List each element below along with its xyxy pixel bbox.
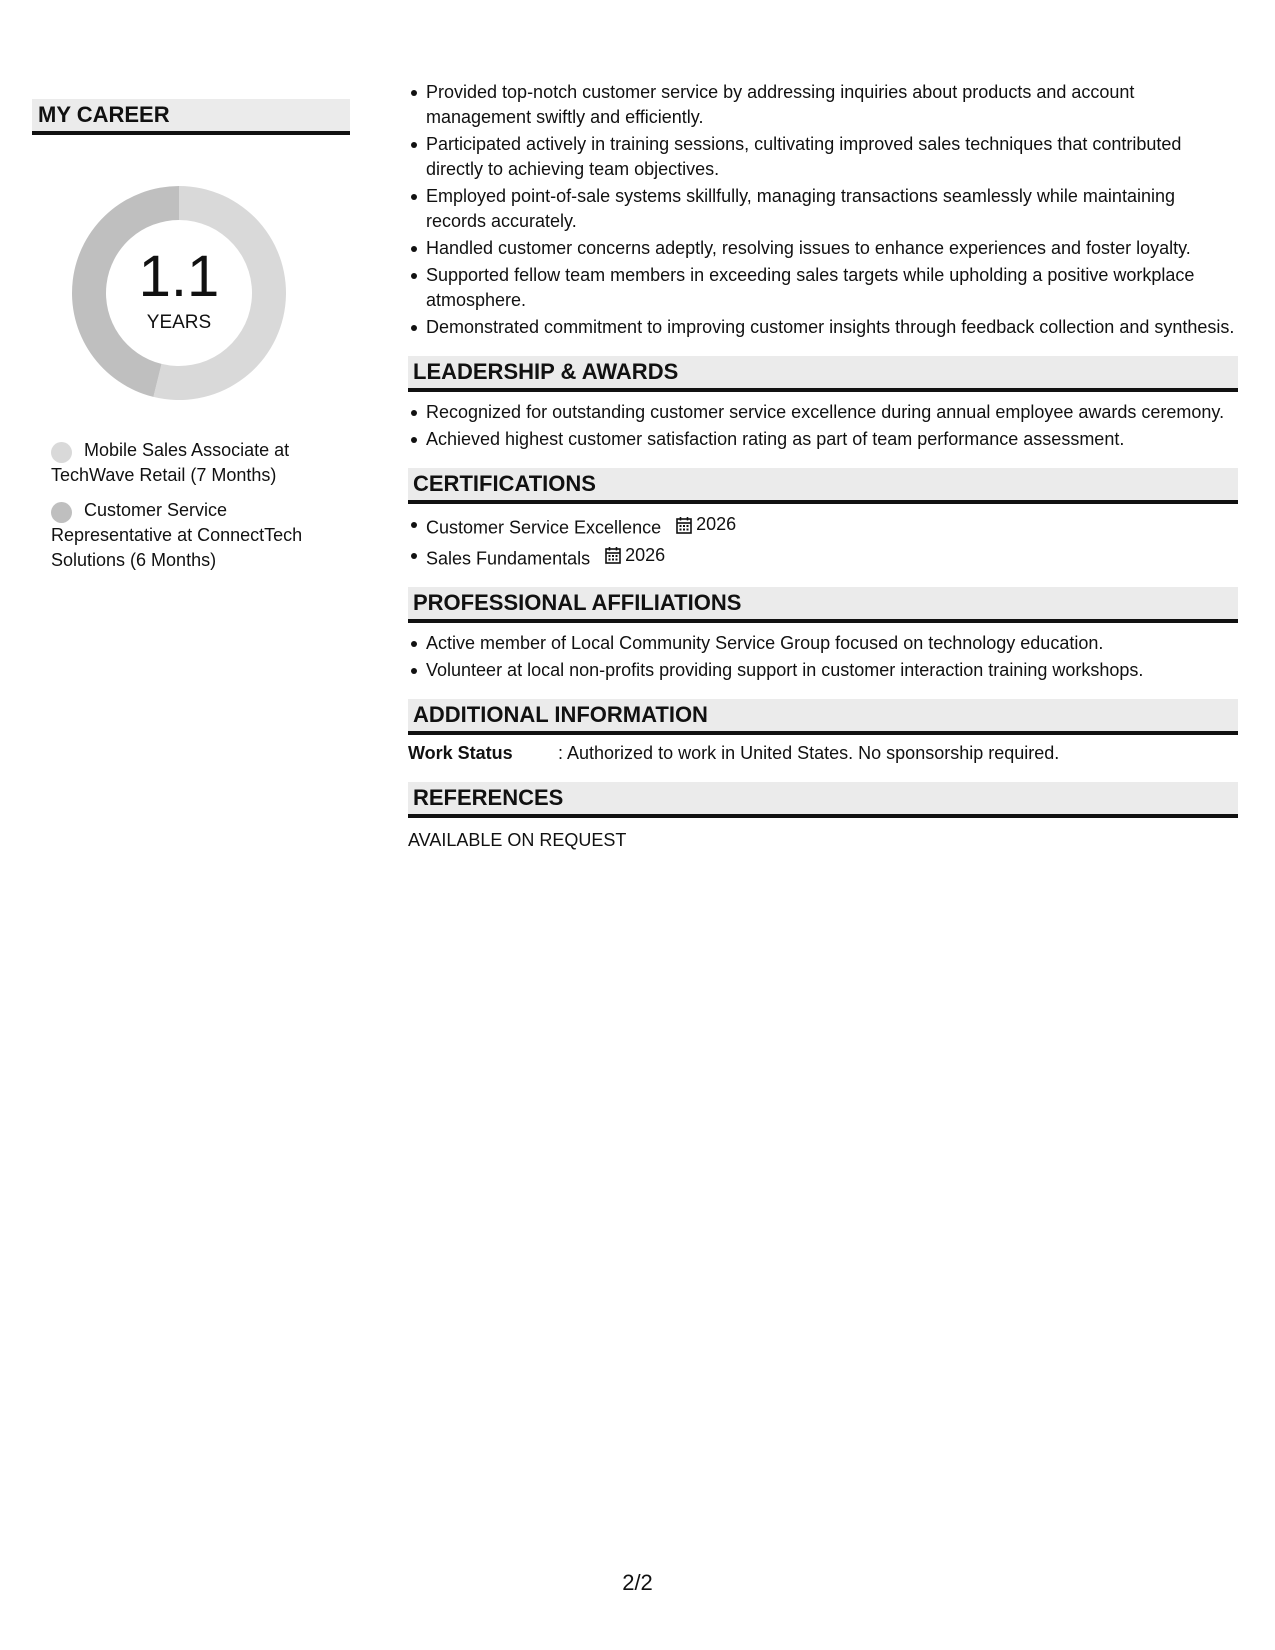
career-item <box>51 438 350 488</box>
total-years-value: 1.1 <box>138 244 220 309</box>
certification-name: Sales Fundamentals <box>426 548 591 568</box>
donut-center <box>64 178 294 408</box>
leadership-item: Recognized for outstanding customer service excellence during annual employee awards ceremony. <box>426 400 1238 425</box>
years-label: YEARS <box>146 312 212 333</box>
experience-bullet: Supported fellow team members in exceeding sales targets while upholding a positive workplace atmosphere. <box>426 263 1238 313</box>
page-number: 2/2 <box>622 1570 653 1595</box>
certification-date <box>605 543 665 568</box>
references-section-title: REFERENCES <box>413 785 564 810</box>
leadership-section-header <box>408 356 1238 392</box>
certifications-section-title: CERTIFICATIONS <box>413 471 596 496</box>
certification-name: Customer Service Excellence <box>426 517 662 538</box>
references-text: AVAILABLE ON REQUEST <box>408 830 627 850</box>
experience-bullets <box>408 80 1238 340</box>
experience-bullet: Provided top-notch customer service by addressing inquiries about products and account management swiftly and efficiently. <box>426 80 1238 130</box>
work-status-value: : Authorized to work in United States. No sponsorship required. <box>558 743 1060 763</box>
right-column <box>408 80 1238 853</box>
additional-info-section-title: ADDITIONAL INFORMATION <box>413 702 708 727</box>
leadership-section <box>408 356 1238 452</box>
certification-item <box>426 512 1238 541</box>
career-section-title: MY CAREER <box>38 102 170 127</box>
career-color-dot <box>51 442 72 463</box>
career-donut-chart <box>64 178 294 408</box>
career-item <box>51 498 350 573</box>
experience-bullet: Demonstrated commitment to improving customer insights through feedback collection and synthesis. <box>426 315 1238 340</box>
additional-info-section <box>408 699 1238 766</box>
career-item-text: Mobile Sales Associate at TechWave Retail (7 Months) <box>51 440 290 485</box>
additional-info-section-header <box>408 699 1238 735</box>
calendar-icon <box>605 546 621 564</box>
experience-bullet: Employed point-of-sale systems skillfully, managing transactions seamlessly while maintaining records accurately. <box>426 184 1238 234</box>
career-list <box>32 438 350 573</box>
leadership-item: Achieved highest customer satisfaction rating as part of team performance assessment. <box>426 427 1238 452</box>
leadership-list <box>408 400 1238 452</box>
certification-year: 2026 <box>696 514 737 534</box>
references-section <box>408 782 1238 853</box>
career-section-header <box>32 99 350 135</box>
calendar-icon <box>676 516 692 534</box>
certification-item <box>426 543 1238 572</box>
certifications-section-header <box>408 468 1238 504</box>
career-color-dot <box>51 502 72 523</box>
work-status-row <box>408 741 1238 766</box>
affiliations-section <box>408 587 1238 683</box>
left-column <box>32 99 350 583</box>
experience-bullet: Participated actively in training sessions, cultivating improved sales techniques that contributed directly to achieving team objectives. <box>426 132 1238 182</box>
career-item-text: Customer Service Representative at ConnectTech Solutions (6 Months) <box>51 500 303 570</box>
certifications-list <box>408 512 1238 571</box>
work-status-label: Work Status <box>408 743 513 763</box>
leadership-section-title: LEADERSHIP & AWARDS <box>413 359 679 384</box>
affiliation-item: Active member of Local Community Service Group focused on technology education. <box>426 631 1238 656</box>
references-section-header <box>408 782 1238 818</box>
affiliation-item: Volunteer at local non-profits providing support in customer interaction training workshops. <box>426 658 1238 683</box>
experience-bullet: Handled customer concerns adeptly, resolving issues to enhance experiences and foster loyalty. <box>426 236 1238 261</box>
affiliations-section-title: PROFESSIONAL AFFILIATIONS <box>413 590 742 615</box>
certification-date <box>676 512 736 537</box>
certifications-section <box>408 468 1238 571</box>
affiliations-list <box>408 631 1238 683</box>
affiliations-section-header <box>408 587 1238 623</box>
certification-year: 2026 <box>625 544 666 565</box>
